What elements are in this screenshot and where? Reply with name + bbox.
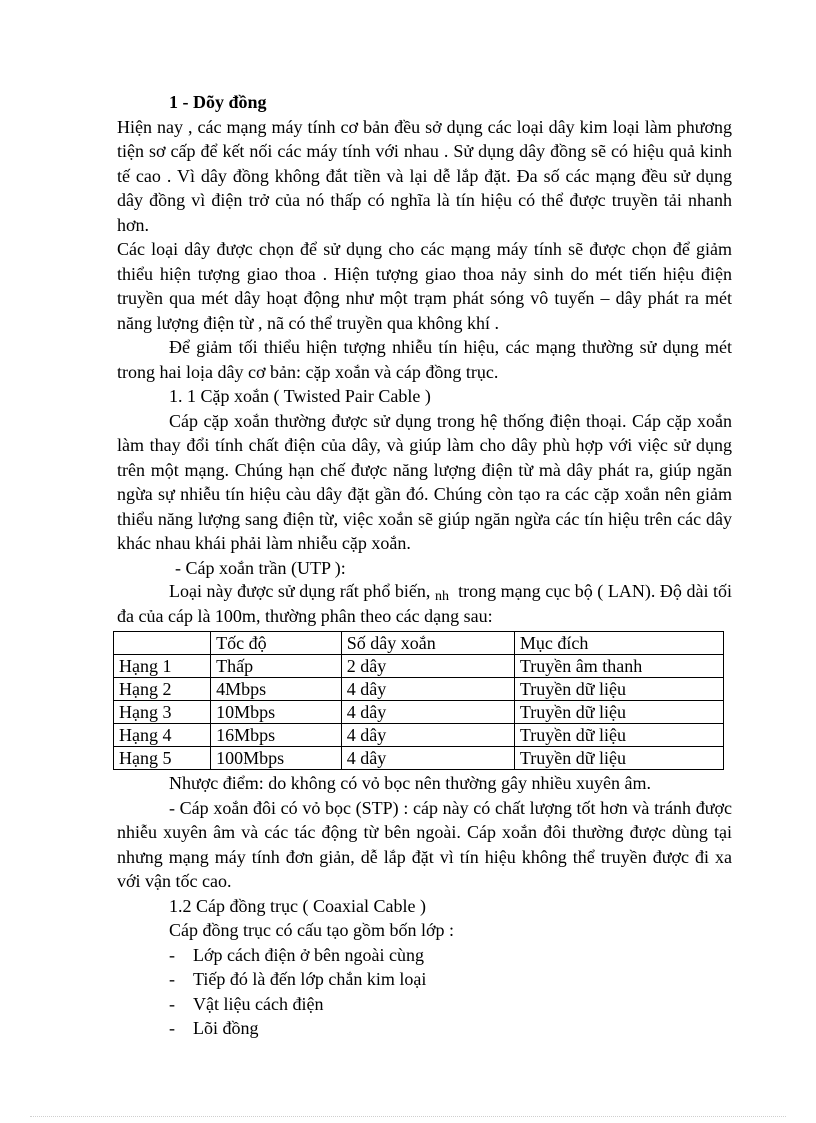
list-dash: - — [169, 944, 175, 965]
list-item-text: Vật liệu cách điện — [193, 993, 324, 1014]
table-cell: Hạng 2 — [114, 678, 211, 701]
table-cell: 4 dây — [341, 678, 514, 701]
subsection-title-coaxial: 1.2 Cáp đồng trục ( Coaxial Cable ) — [169, 895, 426, 916]
list-dash: - — [169, 1018, 175, 1038]
list-item-text: Lõi đồng — [193, 1018, 259, 1038]
list-item — [169, 943, 732, 968]
table-cell: 4 dây — [341, 724, 514, 747]
subsection-title-twisted-pair: 1. 1 Cặp xoắn ( Twisted Pair Cable ) — [169, 386, 431, 406]
list-item — [169, 1016, 732, 1041]
table-row — [114, 724, 724, 747]
table-cell: Hạng 5 — [114, 747, 211, 770]
paragraph-stp: - Cáp xoắn đôi có vỏ bọc (STP) : cáp này có chất lượng tốt hơn và tránh được nhiễu xuyên âm và các tác động từ bên ngoài. Cáp xoắn đôi thường được dùng tại nhưng mạng máy tính đơn giản, dễ lắp đặt vì tín hiệu không thể truyền được đi xa với vận tốc cao. — [117, 797, 732, 891]
table-header-cell — [114, 632, 211, 655]
table-cell: 100Mbps — [211, 747, 342, 770]
utp-category-table — [113, 631, 724, 770]
table-cell: Thấp — [211, 655, 342, 678]
table-header-cell: Số dây xoắn — [341, 632, 514, 655]
list-item — [169, 992, 732, 1017]
table-cell: Truyền dữ liệu — [514, 678, 723, 701]
document-body — [117, 90, 732, 1041]
list-dash: - — [169, 969, 175, 989]
paragraph-utp-drawback: Nhược điểm: do không có vỏ bọc nên thường gây nhiều xuyên âm. — [169, 773, 651, 793]
table-cell: Hạng 3 — [114, 701, 211, 724]
utp-intro-part1: Loại này được sử dụng rất phổ biến, — [169, 581, 431, 601]
table-cell: 10Mbps — [211, 701, 342, 724]
table-cell: Truyền dữ liệu — [514, 701, 723, 724]
table-header-cell: Tốc độ — [211, 632, 342, 655]
table-cell: 4 dây — [341, 747, 514, 770]
table-cell: 2 dây — [341, 655, 514, 678]
table-cell: Hạng 1 — [114, 655, 211, 678]
table-cell: Truyền dữ liệu — [514, 724, 723, 747]
utp-intro-note: nh — [434, 589, 449, 604]
table-cell: 4 dây — [341, 701, 514, 724]
table-row — [114, 655, 724, 678]
list-item — [169, 967, 732, 992]
page-bottom-border — [30, 1116, 786, 1117]
section-heading: 1 - Dõy đồng — [169, 92, 267, 112]
utp-title: - Cáp xoắn trần (UTP ): — [175, 557, 346, 578]
paragraph-interference: Các loại dây được chọn để sử dụng cho các mạng máy tính sẽ được chọn để giảm thiểu hiện tượng giao thoa . Hiện tượng giao thoa nảy sinh do mét tiến hiệu điện truyền qua mét dây hoạt động như một trạm phát sóng vô tuyến – dây phát ra mét năng lượng điện từ , nã có thể truyền qua không khí . — [117, 239, 732, 333]
utp-intro-part2: trong mạng cục bộ ( LAN). Độ dài tối đa của cáp là 100m, thường phân theo các dạng sau: — [117, 581, 733, 626]
table-cell: 16Mbps — [211, 724, 342, 747]
paragraph-copper-intro: Hiện nay , các mạng máy tính cơ bản đều sở dụng các loại dây kim loại làm phương tiện sơ cấp để kết nối các máy tính với nhau . Sử dụng dây đồng sẽ có hiệu quả kinh tế cao . Vì dây đồng không đắt tiền và lại dễ lắp đặt. Đa số các mạng đều sử dụng dây đồng vì điện trở của nó thấp có nghĩa là tín hiệu có thể được truyền tải nhanh hơn. — [117, 116, 732, 235]
paragraph-cable-types: Để giảm tối thiểu hiện tượng nhiễu tín hiệu, các mạng thường sử dụng mét trong hai loịa dây cơ bản: cặp xoắn và cáp đồng trục. — [117, 337, 732, 382]
table-cell: Truyền dữ liệu — [514, 747, 723, 770]
table-header-cell: Mục đích — [514, 632, 723, 655]
list-item-text: Lớp cách điện ở bên ngoài cùng — [193, 944, 424, 965]
table-cell: Truyền âm thanh — [514, 655, 723, 678]
table-cell: Hạng 4 — [114, 724, 211, 747]
paragraph-utp-intro — [117, 580, 732, 627]
list-item-text: Tiếp đó là đến lớp chắn kim loại — [193, 969, 427, 989]
list-dash: - — [169, 993, 175, 1014]
coaxial-layer-list — [117, 943, 732, 1041]
paragraph-twisted-pair: Cáp cặp xoắn thường được sử dụng trong hệ thống điện thoại. Cáp cặp xoắn làm thay đổi tính chất điện của dây, và giúp làm cho dây phù hợp với việc sử dụng trên một mạng. Chúng hạn chế được năng lượng điện từ mà dây phát ra, giúp ngăn ngừa sự nhiễu tín hiệu càu dây đặt gần đó. Chúng còn tạo ra các cặp xoắn nên giảm thiểu năng lượng sang điện từ, việc xoắn sẽ giúp ngăn ngừa các tín hiệu trên các dây khác nhau khái phải làm nhiễu cặp xoắn. — [117, 410, 732, 553]
table-row — [114, 701, 724, 724]
paragraph-coaxial-intro: Cáp đồng trục có cấu tạo gồm bốn lớp : — [169, 920, 454, 940]
table-cell: 4Mbps — [211, 678, 342, 701]
table-row — [114, 678, 724, 701]
table-header-row — [114, 632, 724, 655]
table-row — [114, 747, 724, 770]
